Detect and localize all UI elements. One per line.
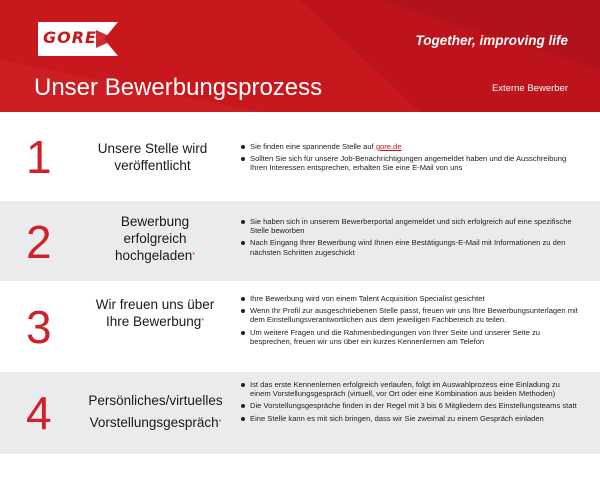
step-number: 4 xyxy=(26,387,52,439)
asterisk: * xyxy=(201,318,205,325)
bullet-item xyxy=(240,380,580,398)
page-title: Unser Bewerbungsprozess xyxy=(34,74,323,101)
step-bullets xyxy=(240,380,580,426)
tagline: Together, improving life xyxy=(415,33,568,48)
bullet-item xyxy=(240,217,580,235)
bullet-text: Eine Stelle kann es mit sich bringen, dass wir Sie zweimal zu einem Gespräch einladen xyxy=(250,413,544,423)
step-4 xyxy=(0,372,600,454)
step-1 xyxy=(0,118,600,196)
gore-link[interactable]: gore.de xyxy=(375,142,402,151)
bullet-text: Ihre Bewerbung wird von einem Talent Acquisition Specialist gesichtet xyxy=(250,294,485,303)
bullet-item xyxy=(240,328,580,346)
bullet-item xyxy=(240,306,580,324)
step-bullets xyxy=(240,142,580,176)
bullet-item xyxy=(240,154,580,172)
bullet-text: Wenn Ihr Profil zur ausgeschriebenen Stelle passt, freuen wir uns Ihre Bewerbungsunterlagen mit dem Einstellungsverantwortlichen aus dem jeweiligen Fachbereich zu teilen. xyxy=(250,306,578,325)
step-title-text: Wir freuen uns über Ihre Bewerbung xyxy=(95,297,215,329)
header-banner xyxy=(0,0,600,112)
step-title xyxy=(68,390,243,434)
bullet-text: Sie haben sich in unserem Bewerberportal angemeldet und sich erfolgreich auf eine spezifische Stelle beworben xyxy=(250,217,572,236)
step-number: 3 xyxy=(26,301,52,353)
step-title xyxy=(70,140,235,174)
bullet-text: Die Vorstellungsgespräche finden in der Regel mit 3 bis 6 Mitgliedern des Einstellungsteams statt xyxy=(250,401,577,411)
step-2 xyxy=(0,201,600,281)
audience-label: Externe Bewerber xyxy=(491,83,568,94)
logo-text: GORE xyxy=(43,28,97,47)
step-bullets xyxy=(240,294,580,349)
bullet-text: Nach Eingang Ihrer Bewerbung wird Ihnen eine Bestätigungs-E-Mail mit Informationen zu den nächsten Schritten zugeschickt xyxy=(250,238,566,257)
step-title xyxy=(100,213,210,264)
asterisk: * xyxy=(192,252,196,259)
bullet-item xyxy=(240,238,580,256)
bullet-item xyxy=(240,294,580,303)
asterisk: * xyxy=(218,419,222,426)
bullet-text: Ist das erste Kennenlernen erfolgreich verlaufen, folgt im Auswahlprozess eine Einladung zu einem Vorstellungsgespräch (virtuell, vor Ort oder eine Kombination aus beiden Methoden) xyxy=(250,380,560,399)
bullet-item xyxy=(240,142,580,151)
step-number: 2 xyxy=(26,216,52,268)
step-3 xyxy=(0,286,600,368)
step-title-text: Bewerbung erfolgreich hochgeladen xyxy=(114,214,193,263)
step-title xyxy=(95,296,215,330)
bullet-text: Sollten Sie sich für unsere Job-Benachrichtigungen angemeldet haben und die Ausschreibung Ihren Interessen entsprechen, erhalten Sie eine E-Mail von uns xyxy=(250,154,567,173)
step-title-text: Unsere Stelle wird veröffentlicht xyxy=(97,141,208,173)
step-title-text: Persönliches/virtuelles Vorstellungsgespräch xyxy=(88,393,223,430)
step-bullets xyxy=(240,217,580,260)
bullet-item xyxy=(240,401,580,410)
bullet-text: Um weitere Fragen und die Rahmenbedingungen von Ihrer Seite und unserer Seite zu besprechen, freuen wir uns über ein kurzes Kennenlernen am Telefon xyxy=(250,327,541,346)
bullet-text: Sie finden eine spannende Stelle auf xyxy=(250,142,376,151)
step-number: 1 xyxy=(26,131,52,183)
bullet-item xyxy=(240,414,580,423)
